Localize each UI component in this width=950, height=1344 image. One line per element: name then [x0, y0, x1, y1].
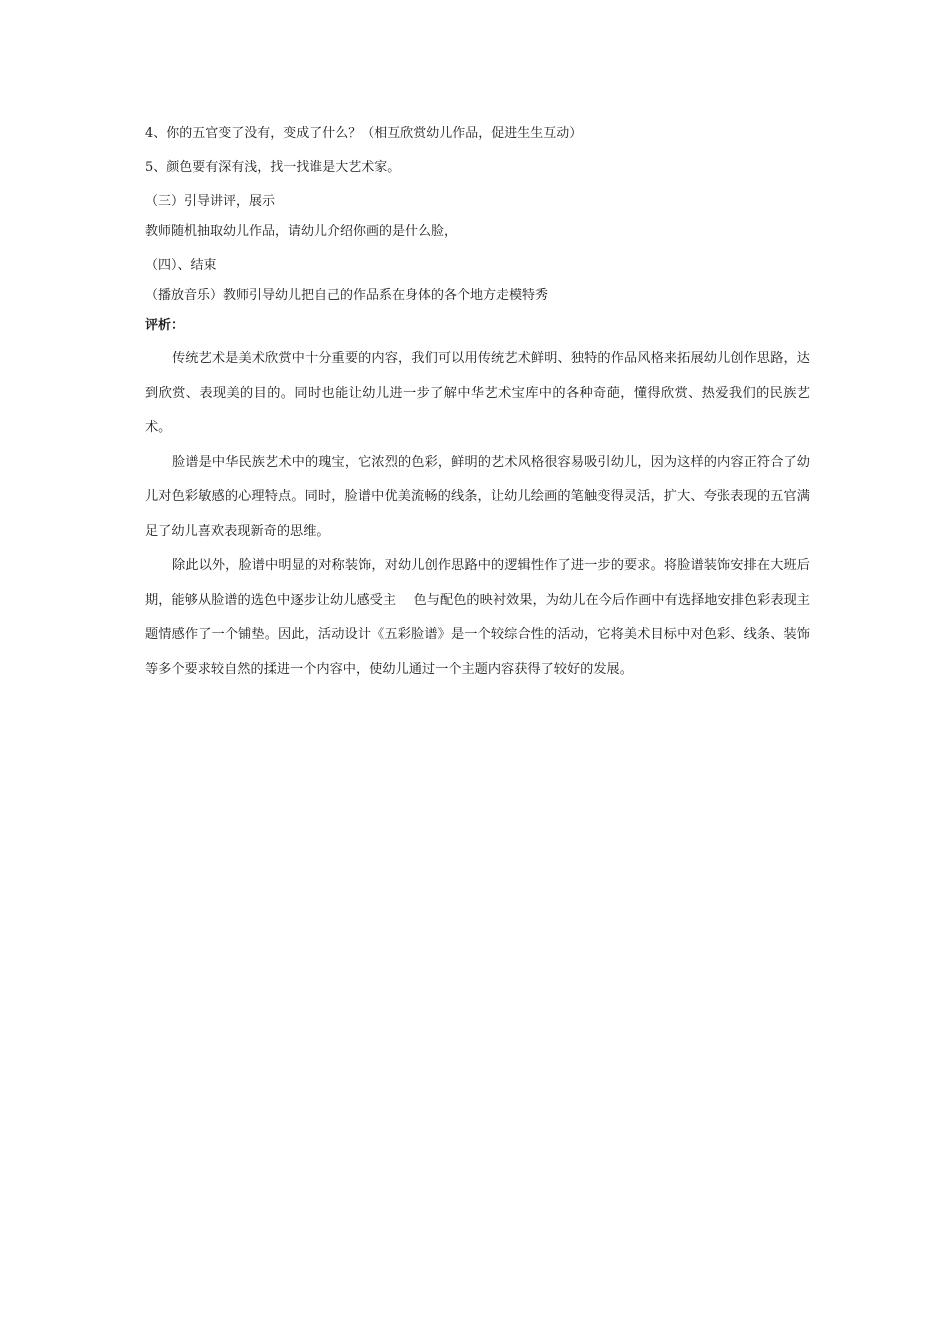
activity-step-5: 5、颜色要有深有浅，找一找谁是大艺术家。: [145, 160, 401, 175]
section-heading-3: （三）引导讲评，展示: [145, 194, 276, 209]
analysis-heading: 评析：: [145, 318, 185, 333]
analysis-paragraph-1: 传统艺术是美术欣赏中十分重要的内容，我们可以用传统艺术鲜明、独特的作品风格来拓展幼儿创作思路，达到欣赏、表现美的目的。同时也能让幼儿进一步了解中华艺术宝库中的各种奇葩，懂得欣赏、热爱我们的民族艺术。: [145, 351, 810, 435]
document-body: [145, 124, 810, 687]
section-heading-4: （四）、结束: [145, 258, 217, 273]
analysis-paragraph-3: 除此以外，脸谱中明显的对称装饰，对幼儿创作思路中的逻辑性作了进一步的要求。将脸谱装饰安排在大班后期，能够从脸谱的选色中逐步让幼儿感受主 色与配色的映衬效果，为幼儿在今后作画中有选择地安排色彩表现主题情感作了一个铺垫。因此，活动设计《五彩脸谱》是一个较综合性的活动，它将美术目标中对色彩、线条、装饰等多个要求较自然的揉进一个内容中，使幼儿通过一个主题内容获得了较好的发展。: [145, 558, 810, 677]
analysis-paragraph-2: 脸谱是中华民族艺术中的瑰宝，它浓烈的色彩，鲜明的艺术风格很容易吸引幼儿，因为这样的内容正符合了幼儿对色彩敏感的心理特点。同时，脸谱中优美流畅的线条，让幼儿绘画的笔触变得灵活，扩大、夸张表现的五官满足了幼儿喜欢表现新奇的思维。: [145, 454, 810, 539]
section-4-text: （播放音乐）教师引导幼儿把自己的作品系在身体的各个地方走模特秀: [145, 288, 549, 303]
activity-step-4: 4、你的五官变了没有，变成了什么？（相互欣赏幼儿作品，促进生生互动）: [145, 126, 583, 141]
section-3-text: 教师随机抽取幼儿作品，请幼儿介绍你画的是什么脸，: [145, 224, 458, 239]
